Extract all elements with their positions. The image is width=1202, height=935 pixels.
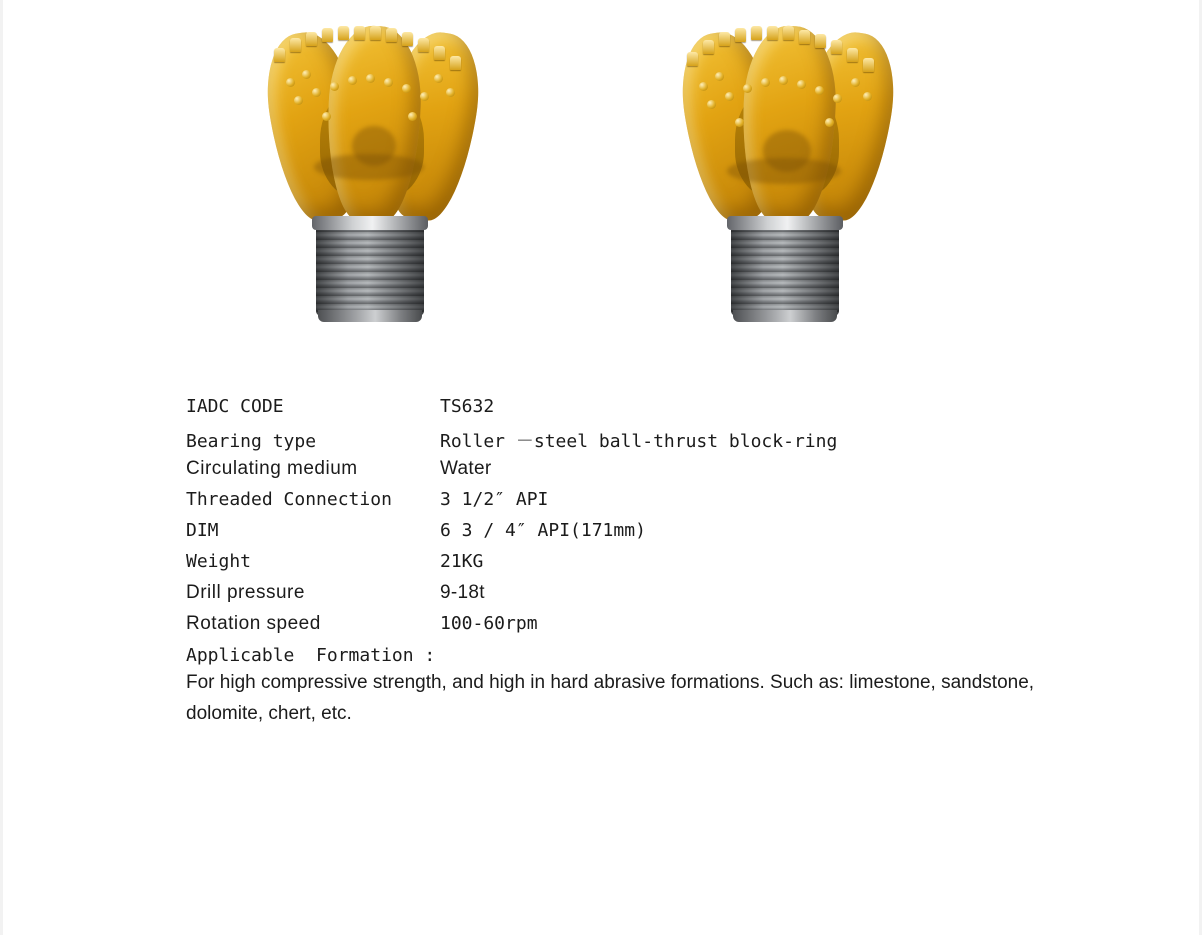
applicable-formation-text: For high compressive strength, and high in hard abrasive formations. Such as: limestone, sandstone, dolomite, chert, etc. — [186, 672, 1035, 724]
bit-crown — [268, 26, 472, 236]
threaded-shank — [731, 224, 839, 316]
bit-crown — [683, 26, 887, 236]
product-image-angled — [665, 18, 905, 338]
spec-row — [186, 489, 1146, 520]
spec-row — [186, 458, 1146, 489]
spec-value-drill-pressure: 9-18t — [440, 582, 485, 603]
spec-row — [186, 613, 1146, 644]
spec-row — [186, 427, 1146, 458]
spec-value-rotation-speed: 100-60rpm — [440, 613, 538, 634]
shank-collar — [727, 216, 843, 230]
product-image-band — [0, 0, 1202, 370]
spec-value-iadc-code: TS632 — [440, 396, 495, 417]
spec-value-threaded-connection: 3 1/2″ API — [440, 489, 549, 510]
specification-list — [186, 396, 1146, 729]
spec-value-dim: 6 3 / 4″ API(171mm) — [440, 520, 646, 541]
spec-label-rotation-speed: Rotation speed — [186, 613, 321, 634]
applicable-formation-heading: Applicable Formation : — [186, 645, 436, 666]
spec-row — [186, 551, 1146, 582]
spec-label-bearing-type: Bearing type — [186, 431, 317, 452]
spec-value-circulating-medium: Water — [440, 458, 492, 479]
spec-row — [186, 520, 1146, 551]
shank-collar — [312, 216, 428, 230]
spec-row — [186, 582, 1146, 613]
spec-label-weight: Weight — [186, 551, 252, 572]
spec-label-circulating-medium: Circulating medium — [186, 458, 358, 479]
spec-label-iadc-code: IADC CODE — [186, 396, 284, 417]
spec-label-threaded-connection: Threaded Connection — [186, 489, 392, 510]
product-image-front — [250, 18, 490, 338]
threaded-shank — [316, 224, 424, 316]
spec-value-weight: 21KG — [440, 551, 484, 572]
shank-end — [733, 310, 837, 322]
shank-end — [318, 310, 422, 322]
spec-label-dim: DIM — [186, 520, 219, 541]
spec-label-drill-pressure: Drill pressure — [186, 582, 305, 603]
spec-row — [186, 396, 1146, 427]
spec-value-bearing-type: Roller －steel ball-thrust block-ring — [440, 431, 838, 452]
